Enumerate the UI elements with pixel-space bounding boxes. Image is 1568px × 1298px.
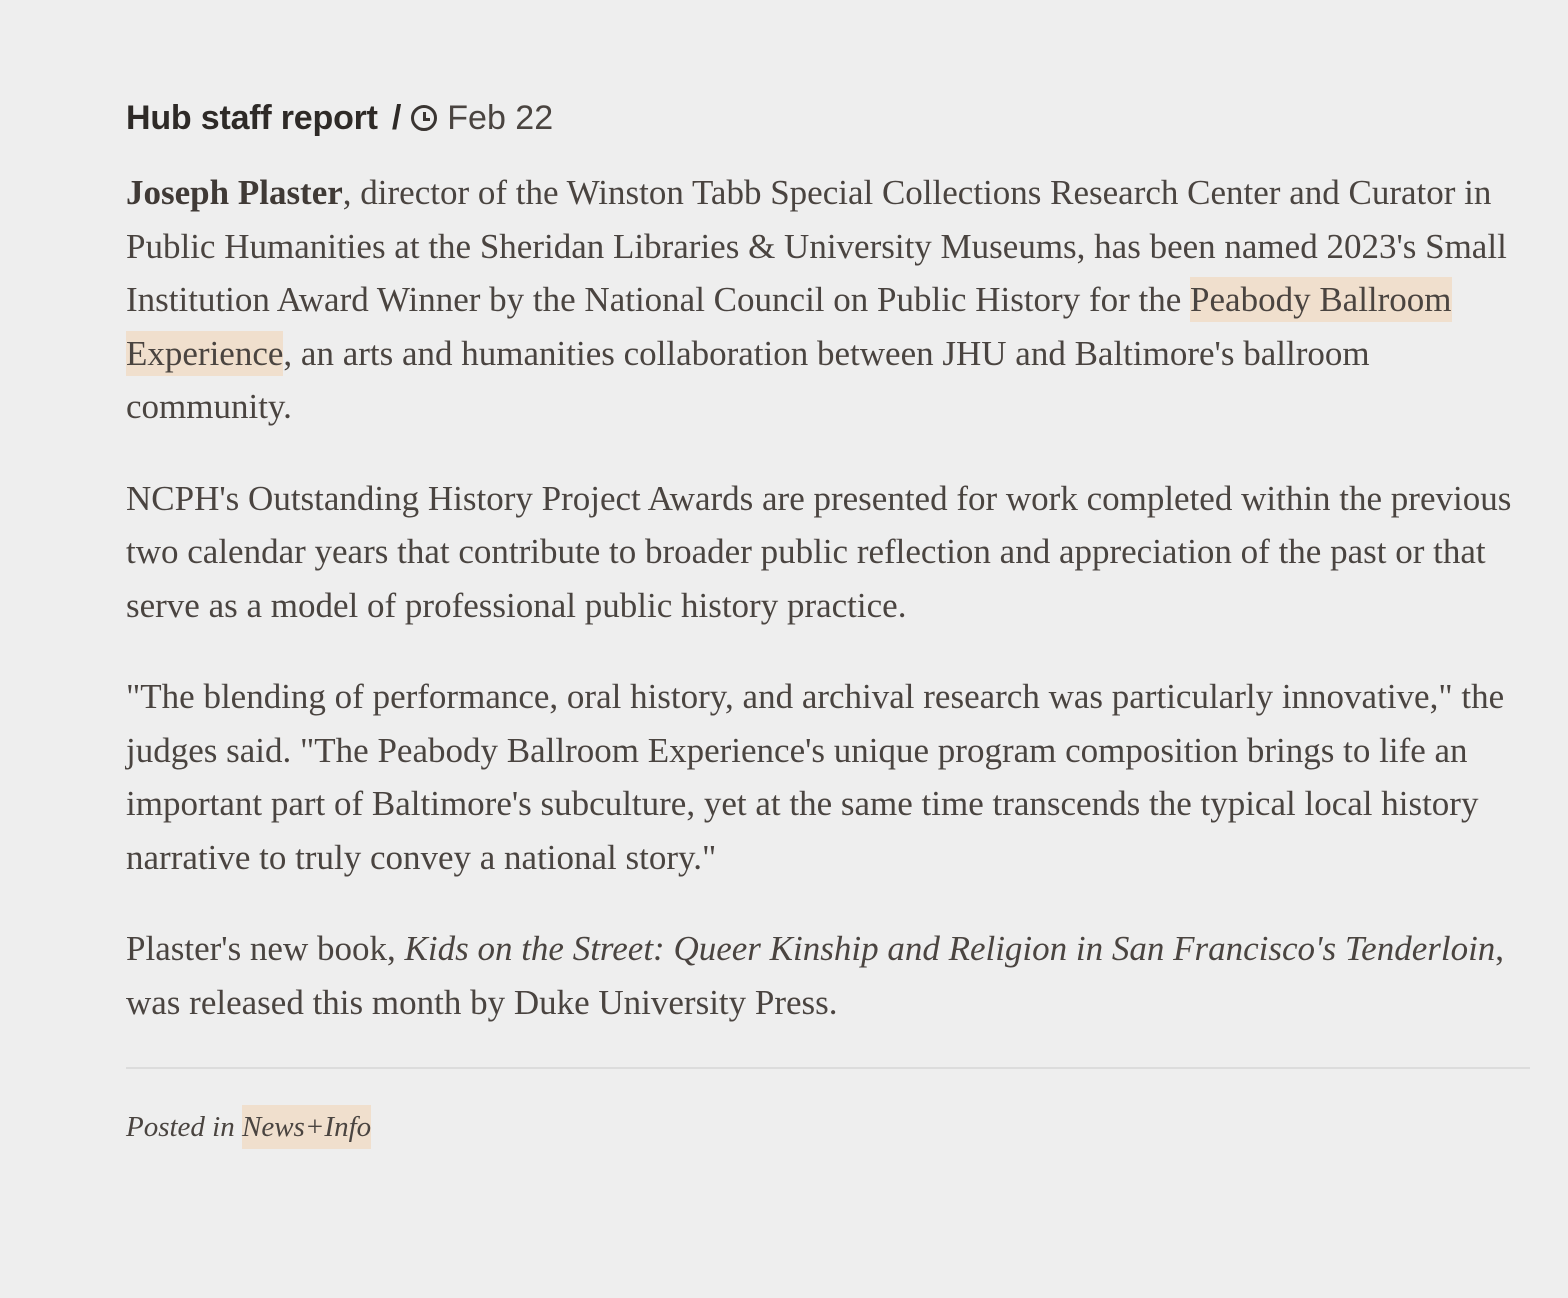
byline-date: Feb 22: [447, 99, 554, 137]
peabody-ballroom-link[interactable]: Peabody Ballroom Experience: [126, 277, 1452, 376]
paragraph-4: [126, 922, 1530, 1029]
article-body: [126, 166, 1530, 1029]
byline-separator: /: [391, 99, 402, 137]
byline-author: Hub staff report: [126, 99, 378, 137]
person-name: Joseph Plaster: [126, 173, 343, 212]
paragraph-1: [126, 166, 1530, 434]
paragraph-text: , director of the Winston Tabb Special Collections Research Center and Curator in Public Humanities at the Sheridan Libraries & University Museums, has been named 2023's Small Institution Award Winner by the National Council on Public History for the: [126, 173, 1507, 319]
posted-in: [126, 1111, 1530, 1144]
book-title: Kids on the Street: Queer Kinship and Religion in San Francisco's Tenderloin: [404, 929, 1496, 968]
paragraph-text: , was released this month by Duke University Press.: [126, 929, 1505, 1022]
category-link[interactable]: News+Info: [242, 1105, 371, 1149]
paragraph-text: , an arts and humanities collaboration between JHU and Baltimore's ballroom community.: [126, 333, 1370, 426]
byline: [126, 96, 1530, 140]
paragraph-3: "The blending of performance, oral history, and archival research was particularly innovative," the judges said. "The Peabody Ballroom Experience's unique program composition brings to life an important part of Baltimore's subculture, yet at the same time transcends the typical local history narrative to truly convey a national story.": [126, 677, 1505, 877]
paragraph-text: Plaster's new book,: [126, 929, 405, 968]
article: [126, 96, 1530, 1144]
clock-icon: [411, 105, 437, 131]
posted-in-label: Posted in: [126, 1111, 242, 1143]
divider: [126, 1067, 1530, 1069]
paragraph-2: NCPH's Outstanding History Project Awards are presented for work completed within the previous two calendar years that contribute to broader public reflection and appreciation of the past or that serve as a model of professional public history practice.: [126, 478, 1512, 625]
